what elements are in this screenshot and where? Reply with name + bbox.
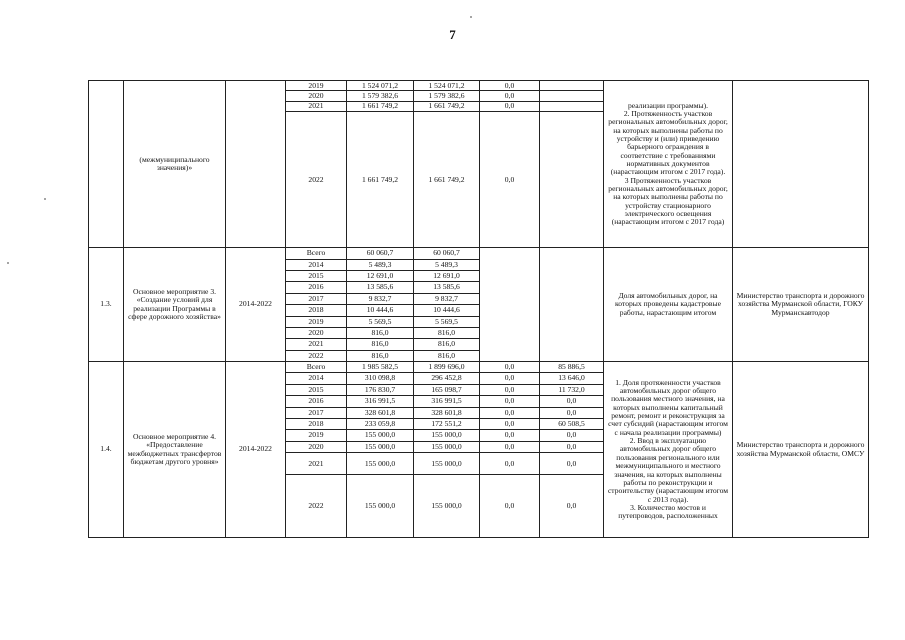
other-sources-cell: 0,0 — [540, 441, 604, 452]
regional-budget-cell: 328 601,8 — [414, 407, 480, 418]
indicator-text: 3. Количество мостов и путепроводов, расположенных — [618, 502, 718, 521]
total-cell: 13 585,6 — [347, 282, 414, 293]
regional-budget-cell: 165 098,7 — [414, 384, 480, 395]
other-sources-cell: 0,0 — [540, 475, 604, 538]
indicator-text: 1. Доля протяженности участков автомобильных дорог общего пользования местного значения, на которых выполнены капитальный ремонт, ремонт и реконструкция за счет субсидий (нарастающим итогом с начала реализации программы) — [608, 377, 728, 437]
local-budget-cell — [480, 248, 540, 362]
regional-budget-cell: 816,0 — [414, 350, 480, 361]
regional-budget-cell: 10 444,6 — [414, 305, 480, 316]
table-row — [89, 248, 869, 259]
total-cell: 316 991,5 — [347, 396, 414, 407]
year-cell: 2019 — [286, 316, 347, 327]
regional-budget-cell: 172 551,2 — [414, 419, 480, 430]
year-cell: 2021 — [286, 453, 347, 475]
year-cell: 2022 — [286, 350, 347, 361]
total-cell: 9 832,7 — [347, 293, 414, 304]
local-budget-cell: 0,0 — [480, 407, 540, 418]
activity-name-cell: Основное мероприятие 4. «Предоставление межбюджетных трансфертов бюджетам другого уровня» — [124, 362, 226, 538]
table-row — [89, 81, 869, 91]
other-sources-cell: 0,0 — [540, 396, 604, 407]
period-cell — [226, 81, 286, 248]
other-sources-cell: 13 646,0 — [540, 373, 604, 384]
year-cell: 2015 — [286, 384, 347, 395]
total-cell: 816,0 — [347, 339, 414, 350]
other-sources-cell: 0,0 — [540, 453, 604, 475]
regional-budget-cell: 5 569,5 — [414, 316, 480, 327]
year-cell: 2016 — [286, 282, 347, 293]
year-cell: 2016 — [286, 396, 347, 407]
total-cell: 5 569,5 — [347, 316, 414, 327]
total-cell: 10 444,6 — [347, 305, 414, 316]
regional-budget-cell: 155 000,0 — [414, 430, 480, 441]
regional-budget-cell: 1 661 749,2 — [414, 101, 480, 111]
local-budget-cell: 0,0 — [480, 384, 540, 395]
total-cell: 233 059,8 — [347, 419, 414, 430]
regional-budget-cell: 12 691,0 — [414, 270, 480, 281]
total-cell: 1 985 582,5 — [347, 362, 414, 373]
local-budget-cell: 0,0 — [480, 362, 540, 373]
year-cell: 2019 — [286, 430, 347, 441]
total-cell: 1 579 382,6 — [347, 91, 414, 101]
other-sources-cell: 60 508,5 — [540, 419, 604, 430]
table-row — [89, 362, 869, 373]
year-cell: Всего — [286, 362, 347, 373]
other-sources-cell: 85 886,5 — [540, 362, 604, 373]
local-budget-cell: 0,0 — [480, 81, 540, 91]
year-cell: 2017 — [286, 293, 347, 304]
other-sources-cell — [540, 112, 604, 248]
year-cell: 2020 — [286, 441, 347, 452]
local-budget-cell: 0,0 — [480, 91, 540, 101]
regional-budget-cell: 1 524 071,2 — [414, 81, 480, 91]
local-budget-cell: 0,0 — [480, 475, 540, 538]
other-sources-cell — [540, 81, 604, 91]
year-cell: Всего — [286, 248, 347, 259]
row-number-cell — [89, 81, 124, 248]
year-cell: 2018 — [286, 419, 347, 430]
regional-budget-cell: 1 899 696,0 — [414, 362, 480, 373]
local-budget-cell: 0,0 — [480, 453, 540, 475]
page-number: 7 — [449, 27, 456, 42]
other-sources-cell: 0,0 — [540, 407, 604, 418]
total-cell: 155 000,0 — [347, 441, 414, 452]
other-sources-cell: 0,0 — [540, 430, 604, 441]
year-cell: 2014 — [286, 373, 347, 384]
indicator-text: 3 Протяженность участков региональных автомобильных дорог, на которых выполнены работы по устройству стационарного электрического освещения (нарастающим итогом с 2017 года) — [608, 175, 728, 227]
indicator-text: 2. Протяженность участков региональных автомобильных дорог, на которых выполнены работы по устройству и (или) приведению барьерного ограждения в соответствие с требованиями нормативных документов (нарастающим итогом с 2017 года). — [608, 108, 728, 177]
regional-budget-cell: 9 832,7 — [414, 293, 480, 304]
total-cell: 1 524 071,2 — [347, 81, 414, 91]
executor-cell: Министерство транспорта и дорожного хозяйства Мурманской области, ГОКУ Мурманскавтодор — [733, 248, 869, 362]
period-cell: 2014-2022 — [226, 248, 286, 362]
year-cell: 2019 — [286, 81, 347, 91]
local-budget-cell: 0,0 — [480, 419, 540, 430]
indicator-cell — [604, 81, 733, 248]
year-cell: 2018 — [286, 305, 347, 316]
total-cell: 155 000,0 — [347, 475, 414, 538]
regional-budget-cell: 60 060,7 — [414, 248, 480, 259]
budget-table — [88, 80, 869, 538]
other-sources-cell — [540, 248, 604, 362]
other-sources-cell — [540, 101, 604, 111]
total-cell: 155 000,0 — [347, 430, 414, 441]
total-cell: 1 661 749,2 — [347, 101, 414, 111]
year-cell: 2021 — [286, 101, 347, 111]
year-cell: 2022 — [286, 112, 347, 248]
local-budget-cell: 0,0 — [480, 112, 540, 248]
activity-name-cell: (межмуниципального значения)» — [124, 81, 226, 248]
regional-budget-cell: 13 585,6 — [414, 282, 480, 293]
year-cell: 2020 — [286, 91, 347, 101]
regional-budget-cell: 816,0 — [414, 339, 480, 350]
regional-budget-cell: 155 000,0 — [414, 441, 480, 452]
indicator-cell: Доля автомобильных дорог, на которых проведены кадастровые работы, нарастающим итогом — [604, 248, 733, 362]
total-cell: 155 000,0 — [347, 453, 414, 475]
local-budget-cell: 0,0 — [480, 101, 540, 111]
other-sources-cell — [540, 91, 604, 101]
indicator-cell — [604, 362, 733, 538]
year-cell: 2015 — [286, 270, 347, 281]
local-budget-cell: 0,0 — [480, 373, 540, 384]
local-budget-cell: 0,0 — [480, 441, 540, 452]
regional-budget-cell: 155 000,0 — [414, 453, 480, 475]
indicator-text: 2. Ввод в эксплуатацию автомобильных дорог общего пользования регионального или межмуниципального и местного значения, на которых выполнены работы по реконструкции и строительству (нарастающим итогом с 2013 года). — [607, 436, 729, 504]
regional-budget-cell: 5 489,3 — [414, 259, 480, 270]
indicator-text: реализации программы). — [627, 100, 709, 110]
total-cell: 328 601,8 — [347, 407, 414, 418]
total-cell: 816,0 — [347, 350, 414, 361]
scan-speck — [470, 16, 472, 18]
year-cell: 2017 — [286, 407, 347, 418]
total-cell: 310 098,8 — [347, 373, 414, 384]
regional-budget-cell: 155 000,0 — [414, 475, 480, 538]
total-cell: 5 489,3 — [347, 259, 414, 270]
regional-budget-cell: 296 452,8 — [414, 373, 480, 384]
total-cell: 60 060,7 — [347, 248, 414, 259]
other-sources-cell: 11 732,0 — [540, 384, 604, 395]
scan-speck — [7, 262, 9, 264]
scan-speck — [44, 198, 46, 200]
regional-budget-cell: 316 991,5 — [414, 396, 480, 407]
period-cell: 2014-2022 — [226, 362, 286, 538]
executor-cell: Министерство транспорта и дорожного хозяйства Мурманской области, ОМСУ — [733, 362, 869, 538]
year-cell: 2021 — [286, 339, 347, 350]
total-cell: 176 830,7 — [347, 384, 414, 395]
local-budget-cell: 0,0 — [480, 430, 540, 441]
row-number-cell: 1.3. — [89, 248, 124, 362]
total-cell: 816,0 — [347, 327, 414, 338]
total-cell: 12 691,0 — [347, 270, 414, 281]
total-cell: 1 661 749,2 — [347, 112, 414, 248]
row-number-cell: 1.4. — [89, 362, 124, 538]
regional-budget-cell: 1 579 382,6 — [414, 91, 480, 101]
regional-budget-cell: 816,0 — [414, 327, 480, 338]
year-cell: 2020 — [286, 327, 347, 338]
year-cell: 2022 — [286, 475, 347, 538]
executor-cell — [733, 81, 869, 248]
local-budget-cell: 0,0 — [480, 396, 540, 407]
year-cell: 2014 — [286, 259, 347, 270]
activity-name-cell: Основное мероприятие 3. «Создание условий для реализации Программы в сфере дорожного хозяйства» — [124, 248, 226, 362]
regional-budget-cell: 1 661 749,2 — [414, 112, 480, 248]
